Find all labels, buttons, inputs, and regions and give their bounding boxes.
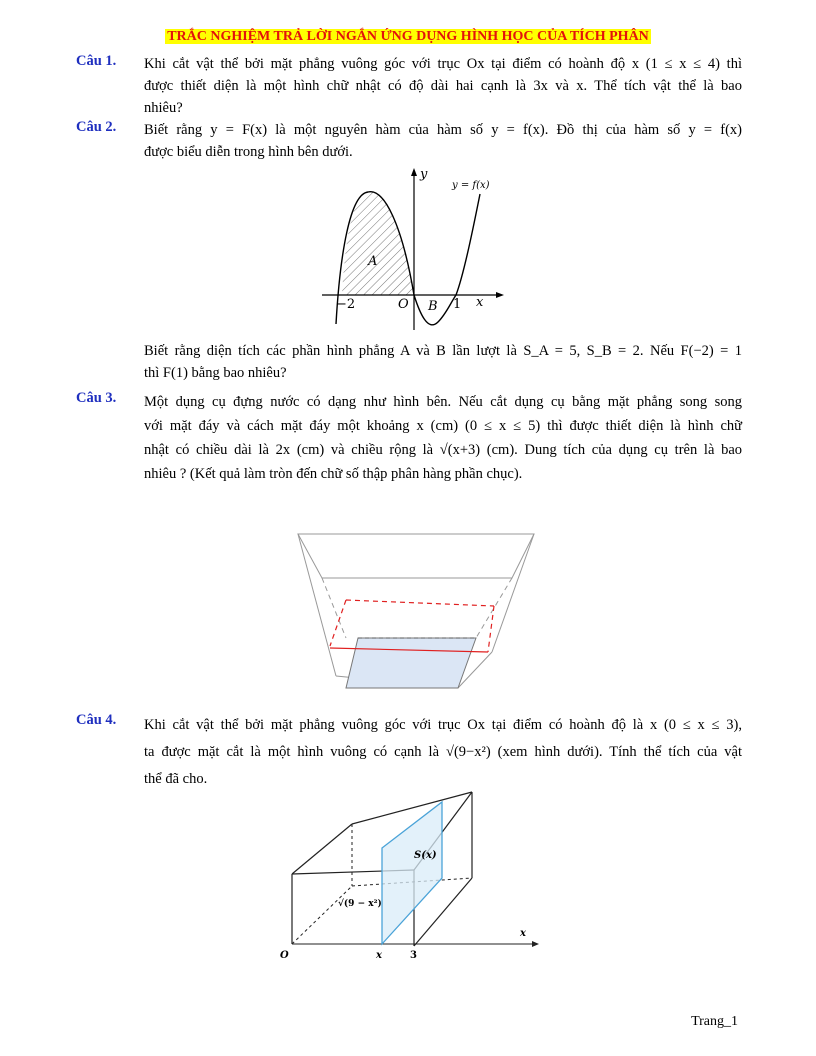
section-back-edge	[346, 600, 494, 606]
solid-x-mark: x	[376, 950, 382, 961]
question-1	[76, 53, 742, 119]
x-axis-arrow	[496, 292, 504, 298]
question-line: Biết rằng y = F(x) là một nguyên hàm của hàm số y = f(x). Đồ thị của hàm số y = f(x)	[144, 122, 742, 138]
container-base	[346, 638, 476, 688]
container-edge	[492, 534, 534, 652]
question-3	[76, 390, 742, 490]
graph-tick-neg2: −2	[336, 297, 356, 312]
function-graph	[316, 164, 516, 334]
question-line: nhật có chiều dài là 2x (cm) và chiều rộng là √(x+3) (cm). Dung tích của dụng cụ trên là bao	[144, 442, 742, 458]
question-label: Câu 1.	[76, 53, 117, 69]
question-label: Câu 3.	[76, 390, 117, 406]
solid-hidden-edge	[292, 886, 352, 944]
page-footer: Trang_1	[691, 1014, 738, 1029]
solid-tick-3: 3	[410, 950, 417, 961]
question-line: Một dụng cụ đựng nước có dạng như hình bên. Nếu cắt dụng cụ bằng mặt phẳng song song	[144, 394, 742, 410]
solid-figure	[276, 786, 546, 968]
question-4	[76, 712, 742, 792]
graph-region-b-label: B	[428, 299, 438, 314]
question-line: được thiết diện là một hình chữ nhật có độ dài hai cạnh là 3x và x. Thể tích vật thể là bao	[144, 78, 742, 94]
question-line: Khi cắt vật thể bởi mặt phẳng vuông góc với trục Ox tại điểm có hoành độ là x (0 ≤ x ≤ 3),	[144, 717, 742, 733]
question-line: ta được mặt cắt là một hình vuông có cạnh là √(9−x²) (xem hình dưới). Tính thể tích của vật	[144, 744, 742, 760]
solid-axis-label: x	[520, 928, 526, 939]
question-label: Câu 2.	[76, 119, 117, 135]
graph-x-label: x	[476, 295, 484, 310]
solid-edge	[292, 824, 352, 874]
question-text	[144, 53, 742, 119]
question-2-continued	[76, 340, 742, 384]
question-text	[144, 390, 742, 486]
y-axis-arrow	[411, 168, 417, 176]
question-line: thể đã cho.	[144, 771, 208, 787]
graph-origin-label: O	[398, 297, 409, 312]
question-line: Khi cắt vật thể bởi mặt phẳng vuông góc với trục Ox tại điểm có hoành độ x (1 ≤ x ≤ 4) thì	[144, 56, 742, 72]
container-rim	[298, 534, 534, 578]
question-label: Câu 4.	[76, 712, 117, 728]
graph-y-label: y	[420, 167, 428, 182]
question-text	[144, 119, 742, 163]
page-title: TRẮC NGHIỆM TRẢ LỜI NGẮN ỨNG DỤNG HÌNH HỌC CỦA TÍCH PHÂN	[167, 29, 649, 44]
container-hidden-edge	[322, 578, 346, 638]
question-2	[76, 119, 742, 163]
question-line: Biết rằng diện tích các phần hình phẳng A và B lần lượt là S_A = 5, S_B = 2. Nếu F(−2) = 1	[144, 343, 742, 359]
question-text	[144, 712, 742, 793]
solid-side-label: √(9 − x²)	[338, 899, 382, 909]
solid-area-label: S(x)	[414, 850, 437, 861]
graph-func-label: y = f(x)	[452, 180, 490, 191]
question-line: được biểu diễn trong hình bên dưới.	[144, 144, 353, 160]
solid-x-axis-arrow	[532, 941, 539, 947]
solid-edge	[352, 792, 472, 824]
question-text	[144, 340, 742, 384]
question-line: thì F(1) bằng bao nhiêu?	[144, 365, 287, 381]
question-line: nhiêu ? (Kết quả làm tròn đến chữ số thập phân hàng phần chục).	[144, 466, 523, 482]
graph-tick-1: 1	[453, 297, 462, 312]
cross-section-square	[382, 802, 442, 944]
graph-region-a-label: A	[368, 254, 378, 269]
solid-origin-label: O	[280, 950, 289, 961]
container-edge	[298, 534, 336, 676]
question-line: với mặt đáy và cách mặt đáy một khoảng x (cm) (0 ≤ x ≤ 5) thì được thiết diện là hình chữ	[144, 418, 742, 434]
question-line: nhiêu?	[144, 100, 183, 116]
container-figure	[294, 526, 544, 696]
section-side-edge	[330, 600, 346, 646]
